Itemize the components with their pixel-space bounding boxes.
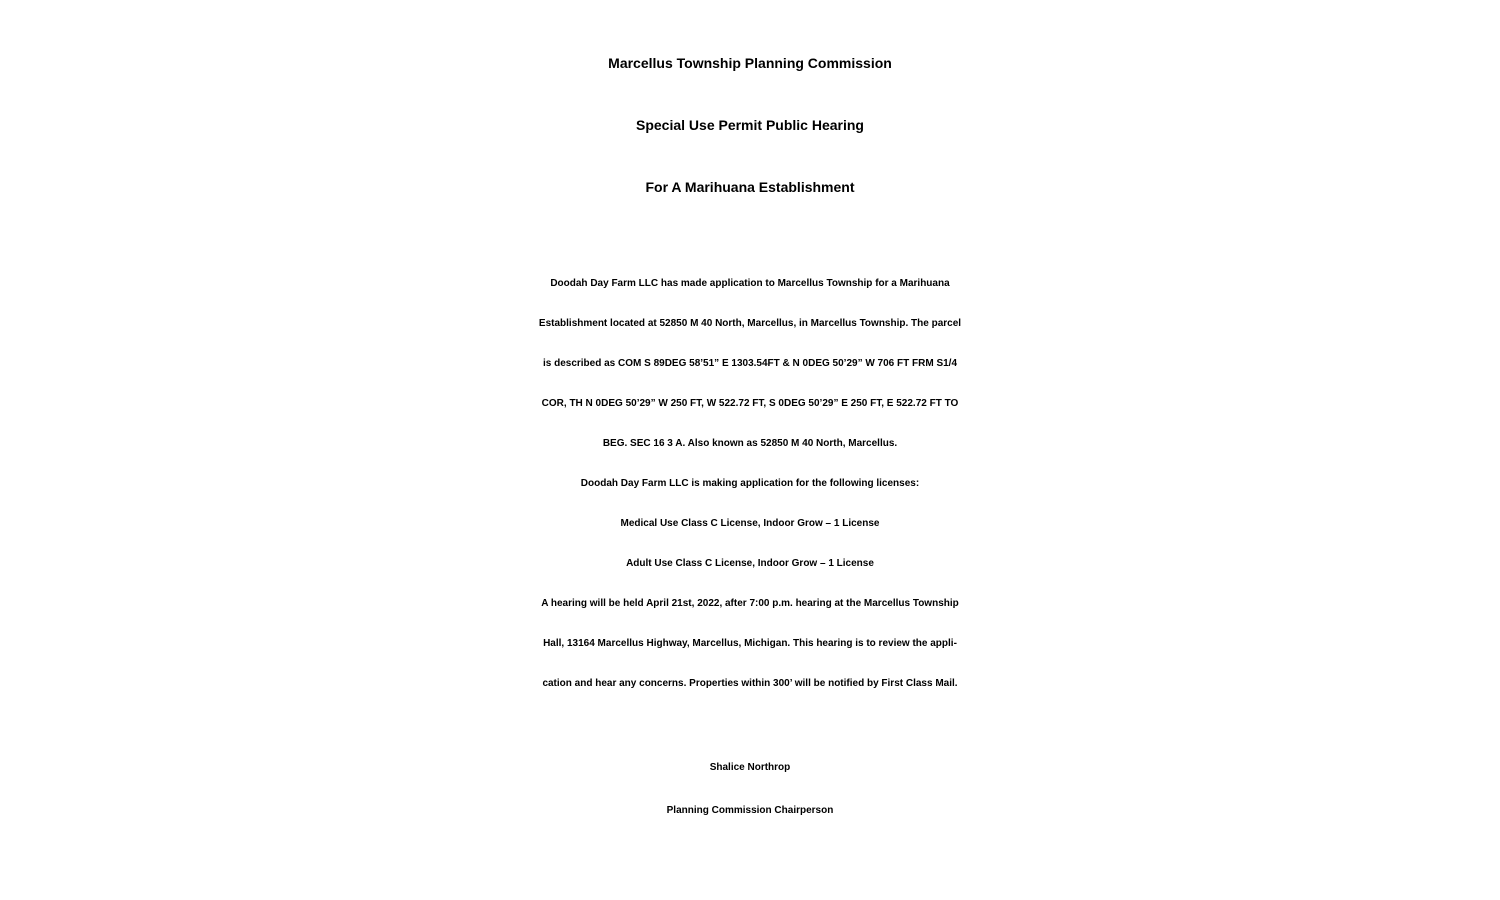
body-line-9: A hearing will be held April 21st, 2022, after 7:00 p.m. hearing at the Marcellus Township — [541, 598, 959, 609]
body-line-11: cation and hear any concerns. Properties within 300’ will be notified by First Class Mail. — [542, 678, 958, 689]
body-line-10: Hall, 13164 Marcellus Highway, Marcellus, Michigan. This hearing is to review the appli- — [543, 638, 957, 649]
license-line-medical: Medical Use Class C License, Indoor Grow – 1 License — [620, 518, 880, 529]
body-line-3: is described as COM S 89DEG 58’51” E 1303.54FT & N 0DEG 50’29” W 706 FT FRM S1/4 — [542, 358, 958, 369]
body-line-4: COR, TH N 0DEG 50’29” W 250 FT, W 522.72 FT, S 0DEG 50’29” E 250 FT, E 522.72 FT TO — [541, 398, 959, 409]
body-line-5: BEG. SEC 16 3 A. Also known as 52850 M 40 North, Marcellus. — [602, 438, 898, 449]
notice-title — [0, 32, 1500, 218]
title-line-3: For A Marihuana Establishment — [645, 179, 855, 195]
body-line-6: Doodah Day Farm LLC is making application for the following licenses: — [580, 478, 920, 489]
body-line-2: Establishment located at 52850 M 40 North, Marcellus, in Marcellus Township. The parcel — [538, 318, 962, 329]
signatory-name: Shalice Northrop — [709, 762, 791, 773]
license-line-adult: Adult Use Class C License, Indoor Grow – 1 License — [626, 558, 874, 569]
signatory-role: Planning Commission Chairperson — [666, 805, 834, 816]
title-line-1: Marcellus Township Planning Commission — [608, 55, 892, 71]
signature-block — [0, 746, 1500, 832]
title-line-2: Special Use Permit Public Hearing — [636, 117, 864, 133]
notice-body — [0, 264, 1500, 704]
body-line-1: Doodah Day Farm LLC has made application to Marcellus Township for a Marihuana — [550, 278, 950, 289]
